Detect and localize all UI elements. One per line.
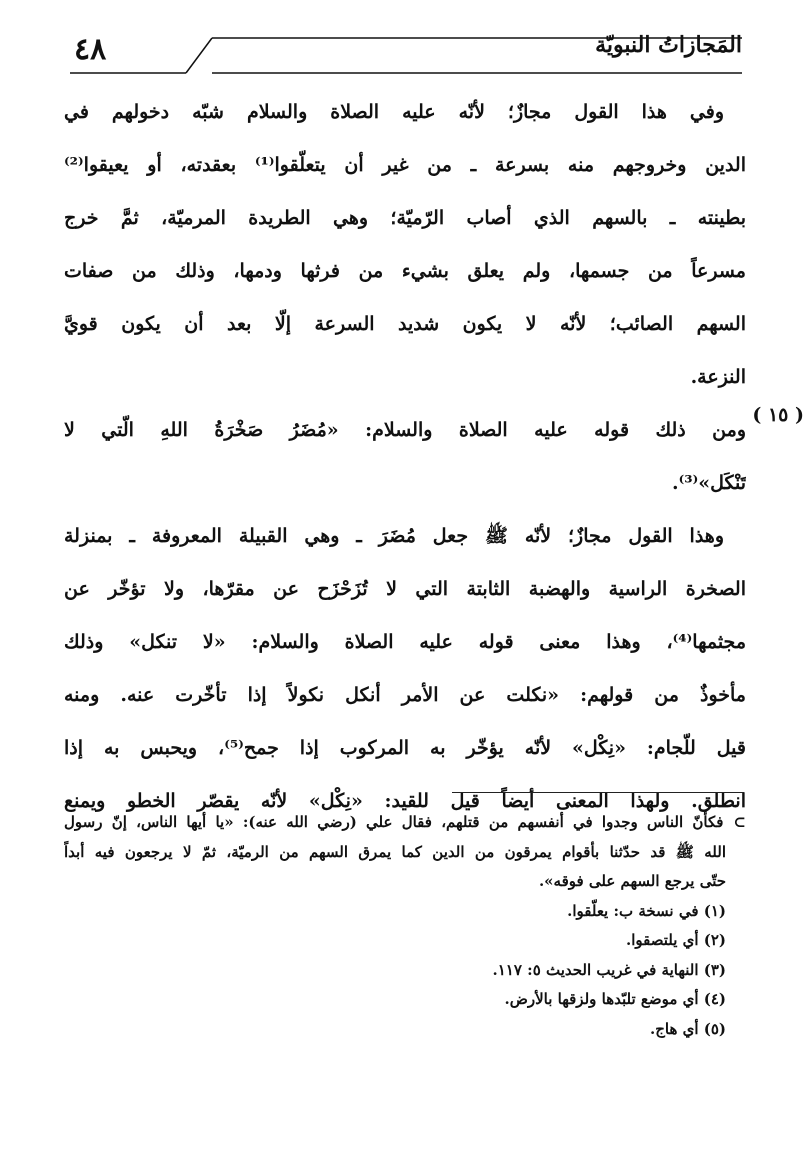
footnote-text: فكأنّ الناس وجدوا في أنفسهم من قتلهم، فقال علي (رضي الله عنه): «يا أيها الناس، إنّ رسول	[64, 813, 724, 831]
numbered-entry	[64, 404, 804, 457]
footnote-item: (١) في نسخة ب: يعلّقوا.	[567, 901, 726, 920]
text-line: وفي هذا القول مجازٌ؛ لأنّه عليه الصلاة والسلام شبّه دخولهم في	[64, 101, 724, 123]
text-line: وهذا القول مجازٌ؛ لأنّه ﷺ جعل مُضَرَ ـ وهي القبيلة المعروفة ـ بمنزلة	[64, 525, 724, 547]
page-header	[70, 28, 742, 84]
text-line: السهم الصائب؛ لأنّه لا يكون شديد السرعة إلّا بعد أن يكون قويَّ	[64, 313, 746, 335]
page-number: ٤٨	[74, 32, 107, 67]
text-line: تَنْكَل»⁽³⁾.	[671, 472, 746, 494]
footnote-rule	[452, 792, 744, 793]
footnote-item: (٢) أي يلتصقوا.	[625, 931, 726, 949]
text-line: قيل للّجام: «نِكْل» لأنّه يؤخّر به المركوب إذا جمح⁽⁵⁾، ويحبس به إذا	[64, 737, 746, 759]
text-line: مجثمها⁽⁴⁾، وهذا معنى قوله عليه الصلاة والسلام: «لا تنكل» وذلك	[64, 631, 746, 653]
text-line: الدين وخروجهم منه بسرعة ـ من غير أن يتعلّقوا⁽¹⁾ بعقدته، أو يعيقوا⁽²⁾	[64, 154, 746, 176]
footnote-continuation-line: الله ﷺ قد حدّثنا بأقوام يمرقون من الدين كما يمرق السهم من الرميّة، ثمّ لا يرجعون فيه أبداً	[64, 842, 726, 861]
text-line: انطلق. ولهذا المعنى أيضاً قيل للقيد: «نِكْل» لأنّه يقصّر الخطو ويمنع	[64, 790, 746, 812]
footnote-continuation-line	[64, 808, 746, 838]
footnote-item: (٣) النهاية في غريب الحديث ٥: ١١٧.	[492, 960, 726, 979]
footnote-item: (٥) أي هاج.	[649, 1019, 726, 1038]
main-text	[64, 86, 804, 828]
text-line: بطينته ـ بالسهم الذي أصاب الرّميّة؛ وهي الطريدة المرميّة، ثمَّ خرج	[64, 207, 746, 229]
footnotes	[64, 808, 746, 1044]
entry-number: ( ١٥ )	[752, 404, 804, 426]
footnote-continuation-line: حتّى يرجع السهم على فوقه».	[538, 872, 726, 890]
text-line: الصخرة الراسية والهضبة الثابتة التي لا تُزَحْزَح عن مقرّها، ولا تؤخّر عن	[64, 578, 746, 600]
text-line: ومن ذلك قوله عليه الصلاة والسلام: «مُضَرُ صَخْرَةُ اللهِ الّتي لا	[64, 419, 746, 441]
running-title: المَجازاتُ النبويّة	[595, 32, 742, 58]
footnote-item: (٤) أي موضع تلبّدها ولزقها بالأرض.	[504, 990, 726, 1008]
text-line: مأخوذٌ من قولهم: «نكلت عن الأمر أنكل نكولاً إذا تأخّرت عنه. ومنه	[64, 684, 746, 706]
continuation-arrow-icon: ⊃	[733, 813, 746, 831]
text-line: النزعة.	[690, 366, 746, 388]
text-line: مسرعاً من جسمها، ولم يعلق بشيء من فرثها ودمها، وذلك من صفات	[64, 260, 746, 282]
